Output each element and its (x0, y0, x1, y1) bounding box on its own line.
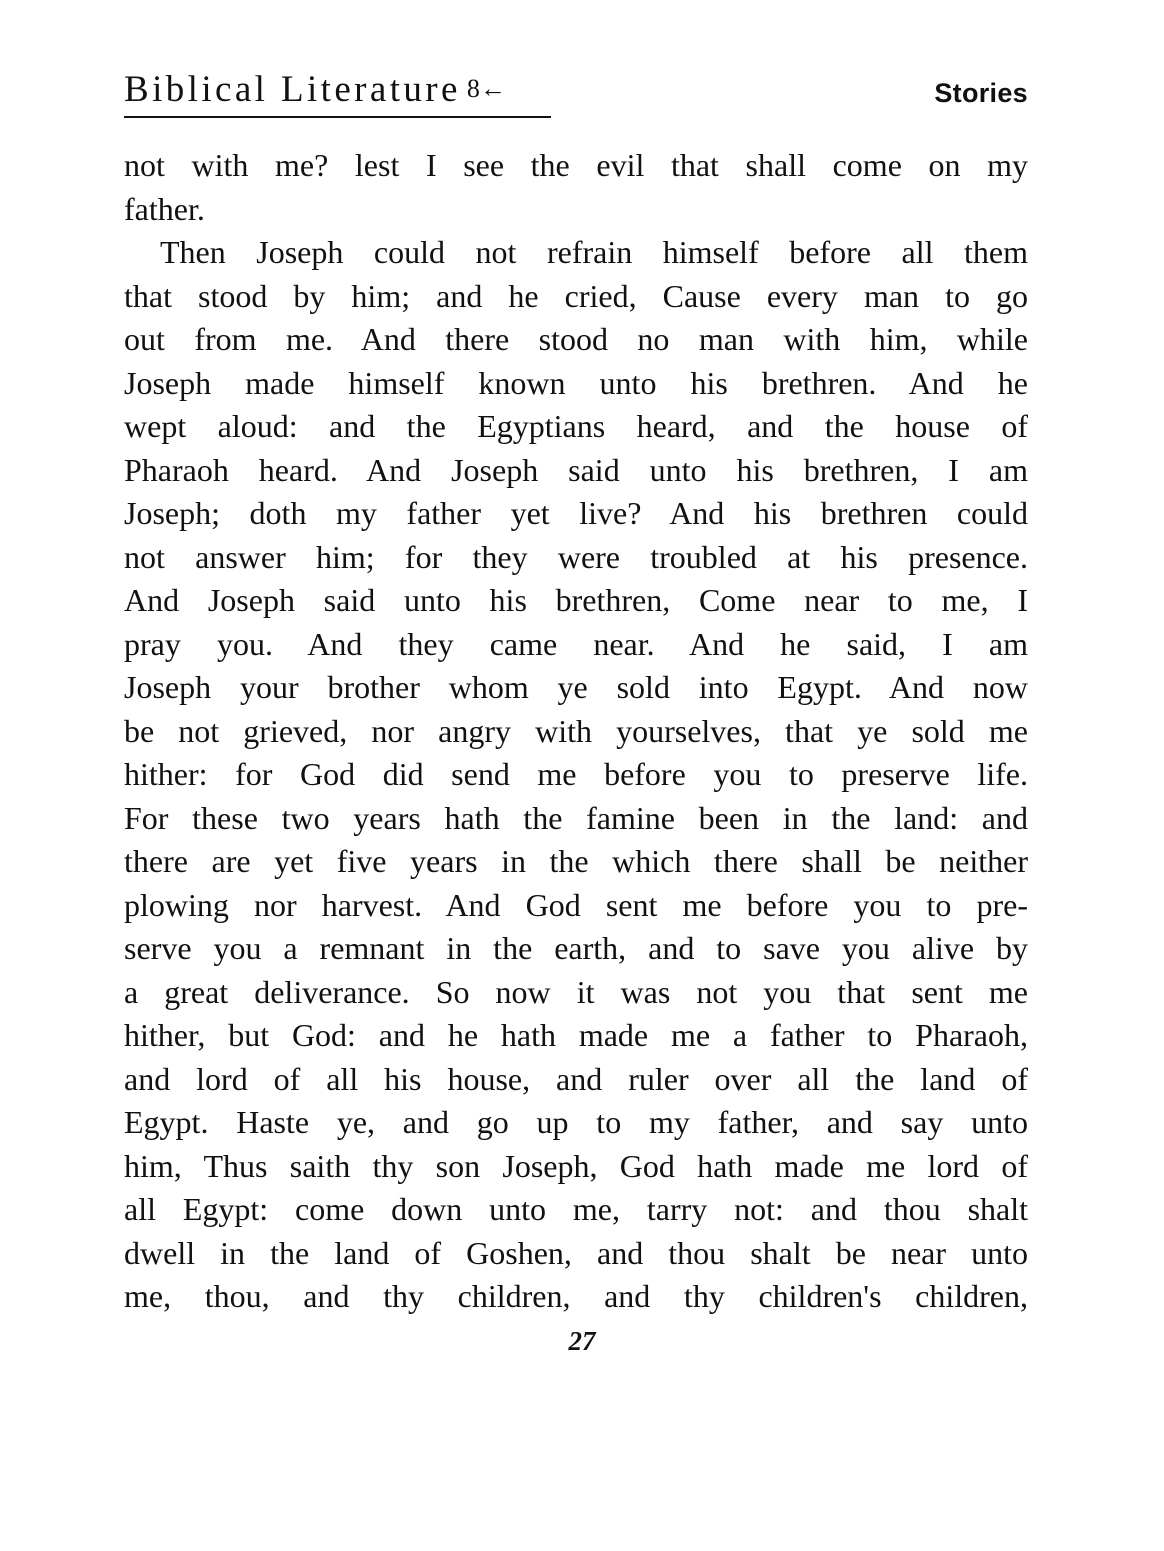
text-line: Then Joseph could not refrain himself before all them (160, 234, 1028, 270)
text-line: dwell in the land of Goshen, and thou shalt be near unto (124, 1234, 1028, 1271)
text-line: out from me. And there stood no man with him, while (124, 321, 1028, 357)
text-line: him, Thus saith thy son Joseph, God hath made me lord of (124, 1147, 1028, 1184)
text-line: all Egypt: come down unto me, tarry not: and thou shalt (124, 1191, 1028, 1227)
text-line: pray you. And they came near. And he said, I am (124, 625, 1028, 662)
text-line: Joseph made himself known unto his brethren. And he (124, 364, 1028, 401)
text-line: and lord of all his house, and ruler over all the land of (124, 1060, 1028, 1097)
text-line: Egypt. Haste ye, and go up to my father, and say unto (124, 1104, 1028, 1140)
text-line: hither: for God did send me before you to preserve life. (124, 756, 1028, 792)
text-line: not answer him; for they were troubled at his presence. (124, 538, 1028, 575)
text-line: a great deliverance. So now it was not you that sent me (124, 973, 1028, 1010)
text-line: Joseph your brother whom ye sold into Egypt. And now (124, 669, 1028, 705)
text-line: there are yet five years in the which there shall be neither (124, 843, 1028, 879)
page-number: 27 (568, 1326, 596, 1356)
text-line: plowing nor harvest. And God sent me before you to pre- (124, 886, 1028, 923)
ornament-glyph: 8← (466, 74, 506, 103)
text-line: that stood by him; and he cried, Cause every man to go (124, 277, 1028, 314)
text-line: serve you a remnant in the earth, and to save you alive by (124, 930, 1028, 966)
text-line: For these two years hath the famine been in the land: and (124, 799, 1028, 836)
running-head (124, 64, 1028, 120)
title-underline (124, 116, 551, 118)
section-label: Stories (934, 78, 1028, 108)
text-line: not with me? lest I see the evil that shall come on my (124, 147, 1028, 183)
text-line: father. (124, 190, 205, 227)
text-line: hither, but God: and he hath made me a father to Pharaoh, (124, 1017, 1028, 1053)
text-line: And Joseph said unto his brethren, Come near to me, I (124, 582, 1028, 618)
book-title: Biblical Literature (124, 69, 461, 110)
text-line: me, thou, and thy children, and thy children's children, (124, 1278, 1028, 1314)
text-line: be not grieved, nor angry with yourselves, that ye sold me (124, 712, 1028, 749)
text-line: Pharaoh heard. And Joseph said unto his brethren, I am (124, 451, 1028, 488)
running-title (124, 68, 506, 111)
text-line: wept aloud: and the Egyptians heard, and the house of (124, 408, 1028, 444)
text-line: Joseph; doth my father yet live? And his brethren could (124, 495, 1028, 531)
body-text (124, 144, 1028, 1319)
